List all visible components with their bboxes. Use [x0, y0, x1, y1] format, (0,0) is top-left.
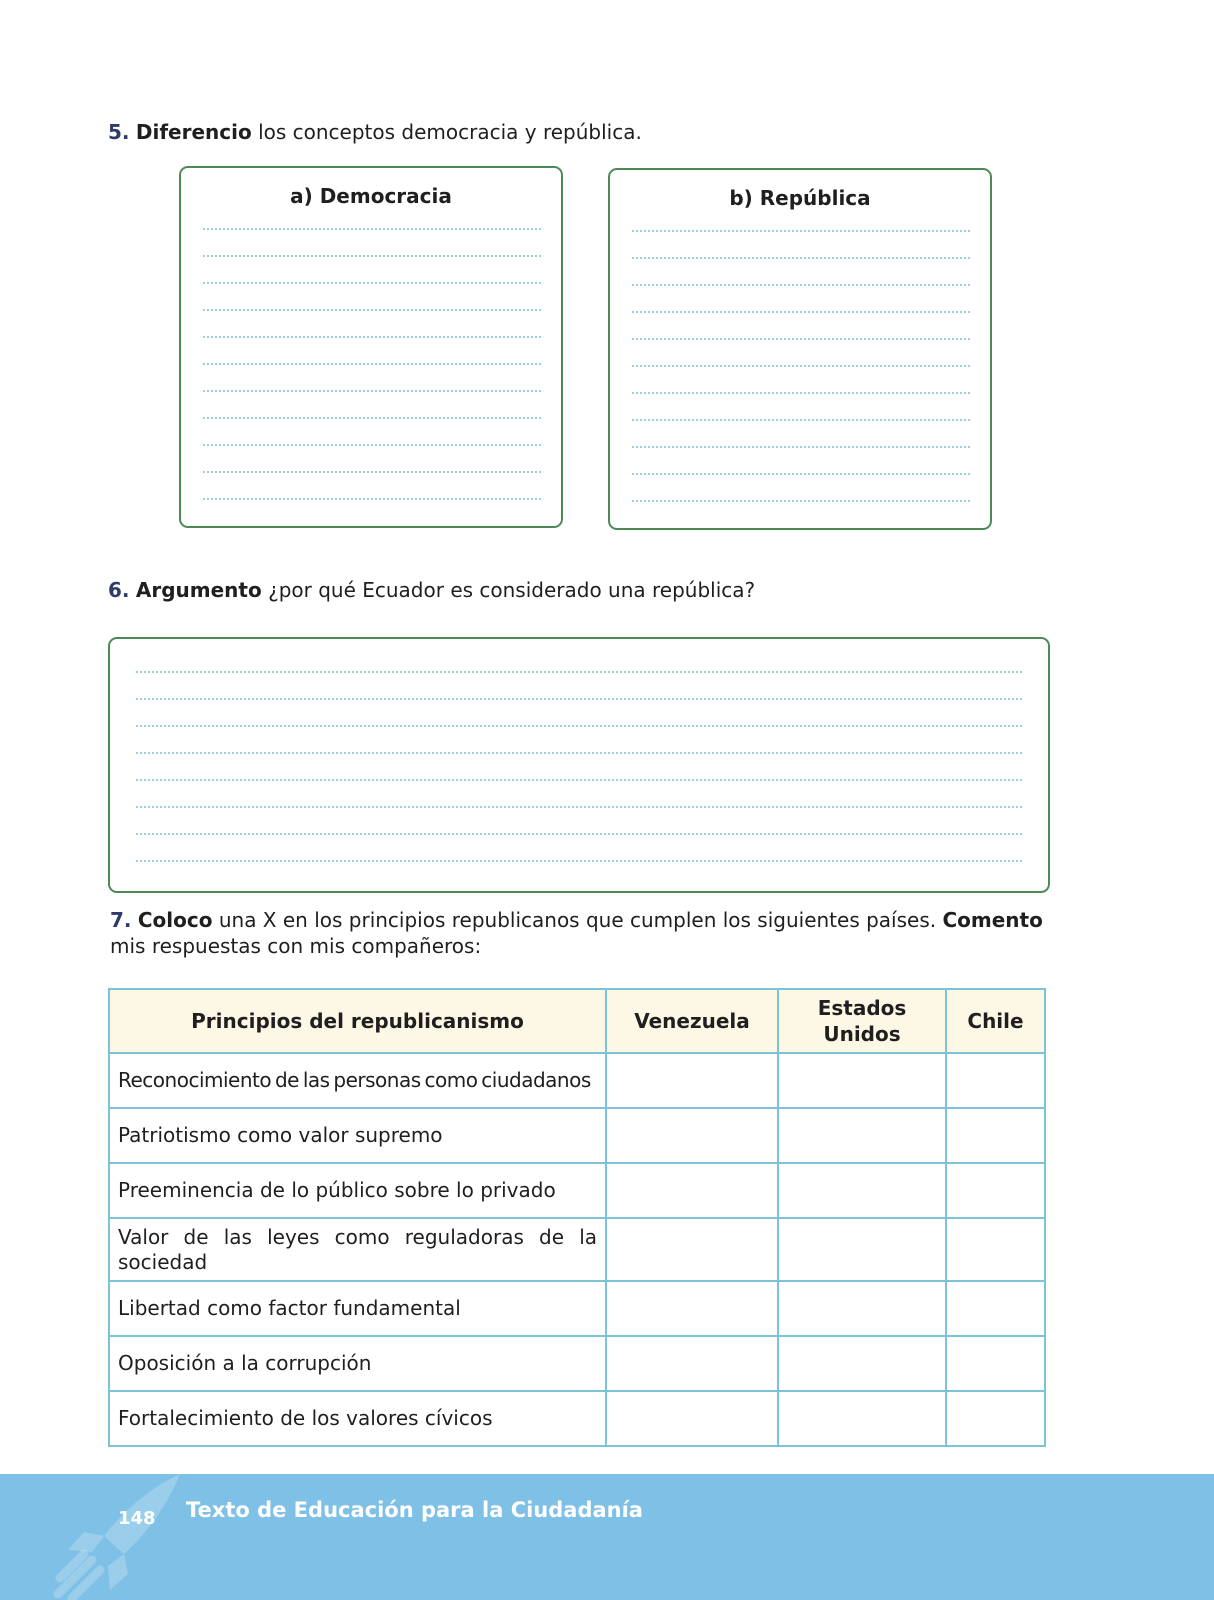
question-number: 5.: [108, 120, 130, 144]
question-6: [108, 577, 1108, 603]
answer-line: [632, 446, 970, 448]
answer-line: [203, 390, 541, 392]
answer-line: [136, 860, 1022, 862]
republica-answer-box[interactable]: [608, 168, 992, 530]
principles-table: [108, 988, 1046, 1447]
chile-cell[interactable]: [946, 1218, 1045, 1281]
page-footer: [0, 1474, 1214, 1600]
answer-line: [136, 671, 1022, 673]
answer-line: [136, 725, 1022, 727]
table-row: [109, 1281, 1045, 1336]
question-verb: Coloco: [137, 908, 213, 932]
answer-line: [203, 471, 541, 473]
question-text: ¿por qué Ecuador es considerado una república?: [261, 578, 756, 602]
venezuela-cell[interactable]: [606, 1108, 778, 1163]
table-row: [109, 1108, 1045, 1163]
answer-line: [203, 282, 541, 284]
answer-line: [136, 752, 1022, 754]
answer-line: [632, 365, 970, 367]
estados-unidos-cell[interactable]: [778, 1336, 946, 1391]
argument-answer-box[interactable]: [108, 637, 1050, 893]
answer-line: [203, 417, 541, 419]
answer-line: [632, 338, 970, 340]
answer-line: [632, 257, 970, 259]
answer-line: [632, 230, 970, 232]
answer-line: [136, 806, 1022, 808]
principle-label: Patriotismo como valor supremo: [109, 1108, 606, 1163]
principle-label: Reconocimiento de las personas como ciudadanos: [109, 1053, 606, 1108]
rocket-icon: [40, 1474, 190, 1600]
principle-label: Oposición a la corrupción: [109, 1336, 606, 1391]
answer-line: [136, 779, 1022, 781]
principle-label: Preeminencia de lo público sobre lo privado: [109, 1163, 606, 1218]
estados-unidos-cell[interactable]: [778, 1281, 946, 1336]
estados-unidos-cell[interactable]: [778, 1053, 946, 1108]
chile-cell[interactable]: [946, 1391, 1045, 1446]
chile-cell[interactable]: [946, 1163, 1045, 1218]
page-number: 148: [118, 1508, 156, 1529]
question-verb: Argumento: [135, 578, 262, 602]
question-text: una X en los principios republicanos que cumplen los siguientes países.: [212, 908, 943, 932]
table-row: [109, 1218, 1045, 1281]
answer-line: [203, 309, 541, 311]
answer-line: [136, 698, 1022, 700]
estados-unidos-cell[interactable]: [778, 1108, 946, 1163]
venezuela-cell[interactable]: [606, 1391, 778, 1446]
header-venezuela: Venezuela: [606, 989, 778, 1053]
question-text-2: mis respuestas con mis compañeros:: [110, 934, 482, 958]
question-5: [108, 119, 1108, 145]
principle-label: Libertad como factor fundamental: [109, 1281, 606, 1336]
question-text: los conceptos democracia y república.: [251, 120, 642, 144]
header-estados-unidos: Estados Unidos: [778, 989, 946, 1053]
question-verb: Diferencio: [135, 120, 252, 144]
book-title: Texto de Educación para la Ciudadanía: [186, 1498, 643, 1522]
estados-unidos-cell[interactable]: [778, 1218, 946, 1281]
answer-line: [203, 363, 541, 365]
answer-line: [203, 336, 541, 338]
principle-label: Fortalecimiento de los valores cívicos: [109, 1391, 606, 1446]
answer-line: [632, 311, 970, 313]
table-row: [109, 1163, 1045, 1218]
question-number: 6.: [108, 578, 130, 602]
box-title-republica: b) República: [729, 186, 871, 210]
answer-line: [203, 444, 541, 446]
answer-line: [632, 419, 970, 421]
chile-cell[interactable]: [946, 1108, 1045, 1163]
venezuela-cell[interactable]: [606, 1053, 778, 1108]
democracia-answer-box[interactable]: [179, 166, 563, 528]
chile-cell[interactable]: [946, 1336, 1045, 1391]
answer-line: [136, 833, 1022, 835]
table-row: [109, 1053, 1045, 1108]
answer-line: [632, 284, 970, 286]
answer-line: [632, 473, 970, 475]
answer-line: [203, 228, 541, 230]
header-principles: Principios del republicanismo: [109, 989, 606, 1053]
principle-label: Valor de las leyes como reguladoras de la sociedad: [109, 1218, 606, 1281]
table-row: [109, 1391, 1045, 1446]
answer-line: [632, 392, 970, 394]
table-row: [109, 1336, 1045, 1391]
box-title-democracia: a) Democracia: [290, 184, 452, 208]
venezuela-cell[interactable]: [606, 1336, 778, 1391]
answer-line: [203, 255, 541, 257]
question-verb-2: Comento: [942, 908, 1043, 932]
chile-cell[interactable]: [946, 1281, 1045, 1336]
chile-cell[interactable]: [946, 1053, 1045, 1108]
answer-line: [632, 500, 970, 502]
table-header-row: [109, 989, 1045, 1053]
venezuela-cell[interactable]: [606, 1281, 778, 1336]
question-number: 7.: [110, 908, 132, 932]
estados-unidos-cell[interactable]: [778, 1391, 946, 1446]
question-7: [110, 907, 1060, 959]
venezuela-cell[interactable]: [606, 1218, 778, 1281]
header-chile: Chile: [946, 989, 1045, 1053]
answer-line: [203, 498, 541, 500]
venezuela-cell[interactable]: [606, 1163, 778, 1218]
estados-unidos-cell[interactable]: [778, 1163, 946, 1218]
